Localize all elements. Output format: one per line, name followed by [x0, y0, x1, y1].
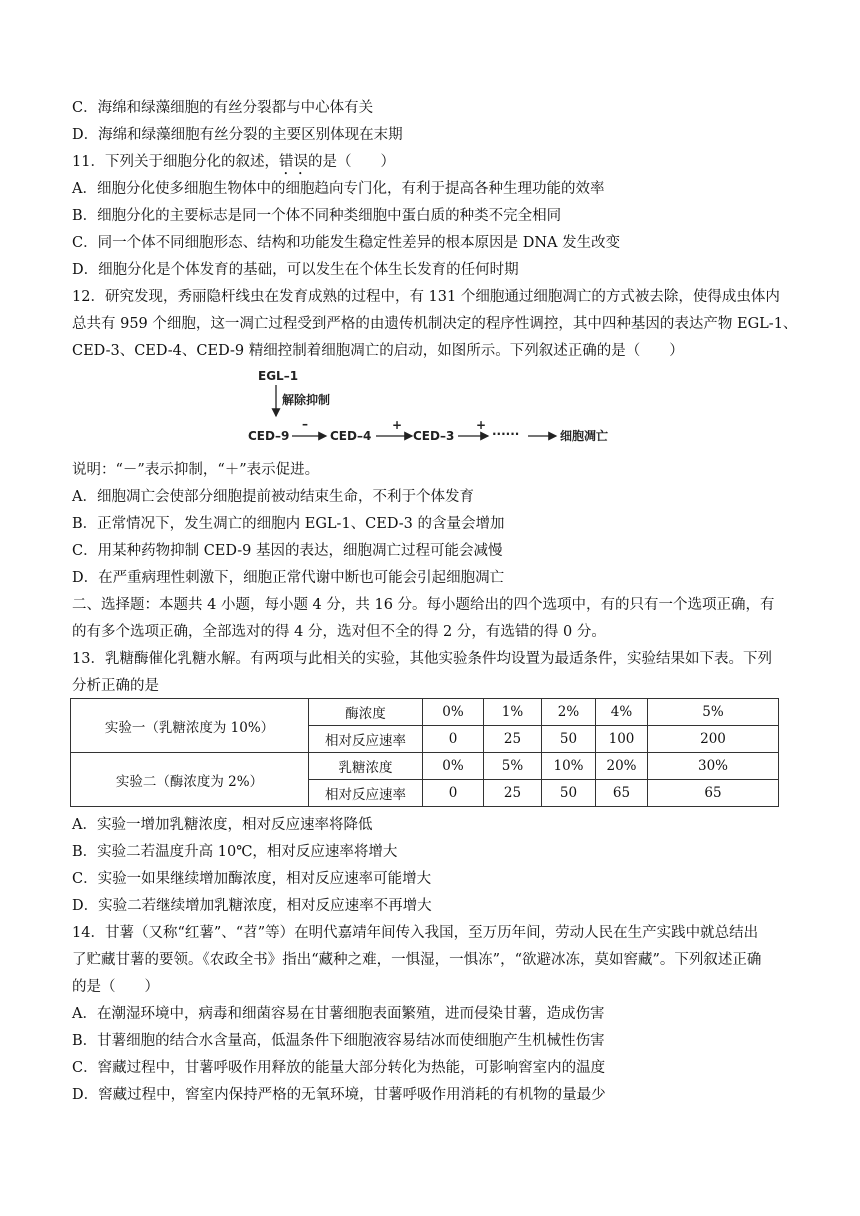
ellipsis-dots: ······	[492, 427, 520, 441]
q14-stem-line3: 的是（ ）	[72, 979, 159, 995]
q14-stem-line2: 了贮藏甘薯的要领。《农政全书》指出“藏种之难，一惧湿，一惧冻”，“欲避冰冻，莫如窖藏”。下列叙述正确	[72, 952, 762, 968]
table-cell: 65	[648, 780, 779, 807]
q11-stem-emphasis: 错误	[278, 154, 308, 170]
row-label: 酶浓度	[309, 699, 423, 726]
q12-option-b: B．正常情况下，发生凋亡的细胞内 EGL-1、CED-3 的含量会增加	[72, 516, 505, 532]
table-cell: 10%	[542, 753, 596, 780]
q12-stem-line3: CED-3、CED-4、CED-9 精细控制着细胞凋亡的启动，如图所示。下列叙述正确的是（ ）	[72, 343, 684, 359]
q12-stem-line1: 12．研究发现，秀丽隐杆线虫在发育成熟的过程中，有 131 个细胞通过细胞凋亡的方式被去除，使得成虫体内	[72, 289, 780, 305]
q11-stem-pre: 11．下列关于细胞分化的叙述，	[72, 154, 279, 170]
minus-sign: –	[302, 417, 308, 431]
q14-option-b: B．甘薯细胞的结合水含量高，低温条件下细胞液容易结冰而使细胞产生机械性伤害	[72, 1033, 605, 1049]
q11-stem-post: 的是（ ）	[307, 154, 395, 170]
table-cell: 0	[423, 726, 484, 753]
q11-option-b: B．细胞分化的主要标志是同一个体不同种类细胞中蛋白质的种类不完全相同	[72, 208, 562, 224]
table-cell: 50	[542, 726, 596, 753]
ced4-label: CED–4	[330, 429, 372, 443]
q11-option-c: C．同一个体不同细胞形态、结构和功能发生稳定性差异的根本原因是 DNA 发生改变	[72, 235, 621, 251]
q13-stem-line2: 分析正确的是	[72, 678, 159, 694]
q10-option-c: C．海绵和绿藻细胞的有丝分裂都与中心体有关	[72, 100, 374, 116]
q14-option-a: A．在潮湿环境中，病毒和细菌容易在甘薯细胞表面繁殖，进而侵染甘薯，造成伤害	[72, 1006, 605, 1022]
q14-option-d: D．窖藏过程中，窖室内保持严格的无氧环境，甘薯呼吸作用消耗的有机物的量最少	[72, 1087, 606, 1103]
apoptosis-label: 细胞凋亡	[560, 429, 609, 443]
plus-sign-2: +	[476, 418, 487, 432]
table-cell: 200	[648, 726, 779, 753]
ced3-label: CED–3	[413, 429, 455, 443]
row-label: 乳糖浓度	[309, 753, 423, 780]
table-cell: 25	[484, 726, 542, 753]
experiment-1-label: 实验一（乳糖浓度为 10%）	[71, 699, 309, 753]
q13-option-b: B．实验二若温度升高 10℃，相对反应速率将增大	[72, 844, 398, 860]
q12-option-d: D．在严重病理性刺激下，细胞正常代谢中断也可能会引起细胞凋亡	[72, 570, 505, 586]
q11-option-a: A．细胞分化使多细胞生物体中的细胞趋向专门化，有利于提高各种生理功能的效率	[72, 181, 605, 197]
table-cell: 1%	[484, 699, 542, 726]
table-cell: 30%	[648, 753, 779, 780]
egl1-label: EGL–1	[258, 369, 299, 383]
table-cell: 5%	[648, 699, 779, 726]
q14-option-c: C．窖藏过程中，甘薯呼吸作用释放的能量大部分转化为热能，可影响窖室内的温度	[72, 1060, 606, 1076]
q10-option-d: D．海绵和绿藻细胞有丝分裂的主要区别体现在末期	[72, 127, 403, 143]
q12-stem-line2: 总共有 959 个细胞，这一凋亡过程受到严格的由遗传机制决定的程序性调控，其中四种基因的表达产物 EGL-1、	[72, 316, 798, 332]
table-cell: 20%	[596, 753, 648, 780]
table-cell: 100	[596, 726, 648, 753]
experiment-2-label: 实验二（酶浓度为 2%）	[71, 753, 309, 807]
q11-option-d: D．细胞分化是个体发育的基础，可以发生在个体生长发育的任何时期	[72, 262, 519, 278]
table-cell: 65	[596, 780, 648, 807]
table-cell: 50	[542, 780, 596, 807]
q13-option-d: D．实验二若继续增加乳糖浓度，相对反应速率不再增大	[72, 898, 432, 914]
row-label: 相对反应速率	[309, 780, 423, 807]
table-cell: 0	[423, 780, 484, 807]
q12-note: 说明：“－”表示抑制，“＋”表示促进。	[72, 462, 320, 478]
table-cell: 0%	[423, 753, 484, 780]
q12-option-c: C．用某种药物抑制 CED-9 基因的表达，细胞凋亡过程可能会减慢	[72, 543, 503, 559]
table-row	[71, 753, 779, 780]
section2-line2: 的有多个选项正确，全部选对的得 4 分，选对但不全的得 2 分，有选错的得 0 分。	[72, 624, 606, 640]
table-cell: 0%	[423, 699, 484, 726]
q12-option-a: A．细胞凋亡会使部分细胞提前被动结束生命，不利于个体发育	[72, 489, 474, 505]
q13-option-c: C．实验一如果继续增加酶浓度，相对反应速率可能增大	[72, 871, 432, 887]
plus-sign-1: +	[392, 418, 403, 432]
q14-stem-line1: 14．甘薯（又称“红薯”、“苕”等）在明代嘉靖年间传入我国，至万历年间，劳动人民在生产实践中就总结出	[72, 925, 759, 941]
apoptosis-pathway-diagram	[246, 366, 626, 450]
ced9-label: CED–9	[248, 429, 290, 443]
q11-stem	[72, 152, 395, 178]
table-cell: 4%	[596, 699, 648, 726]
row-label: 相对反应速率	[309, 726, 423, 753]
table-cell: 2%	[542, 699, 596, 726]
section2-line1: 二、选择题：本题共 4 小题，每小题 4 分，共 16 分。每小题给出的四个选项中，有的只有一个选项正确，有	[72, 597, 775, 613]
experiment-table	[70, 698, 779, 807]
release-label: 解除抑制	[282, 393, 331, 407]
table-cell: 5%	[484, 753, 542, 780]
q13-option-a: A．实验一增加乳糖浓度，相对反应速率将降低	[72, 817, 373, 833]
table-row	[71, 699, 779, 726]
table-cell: 25	[484, 780, 542, 807]
q13-stem-line1: 13．乳糖酶催化乳糖水解。有两项与此相关的实验，其他实验条件均设置为最适条件，实验结果如下表。下列	[72, 651, 772, 667]
